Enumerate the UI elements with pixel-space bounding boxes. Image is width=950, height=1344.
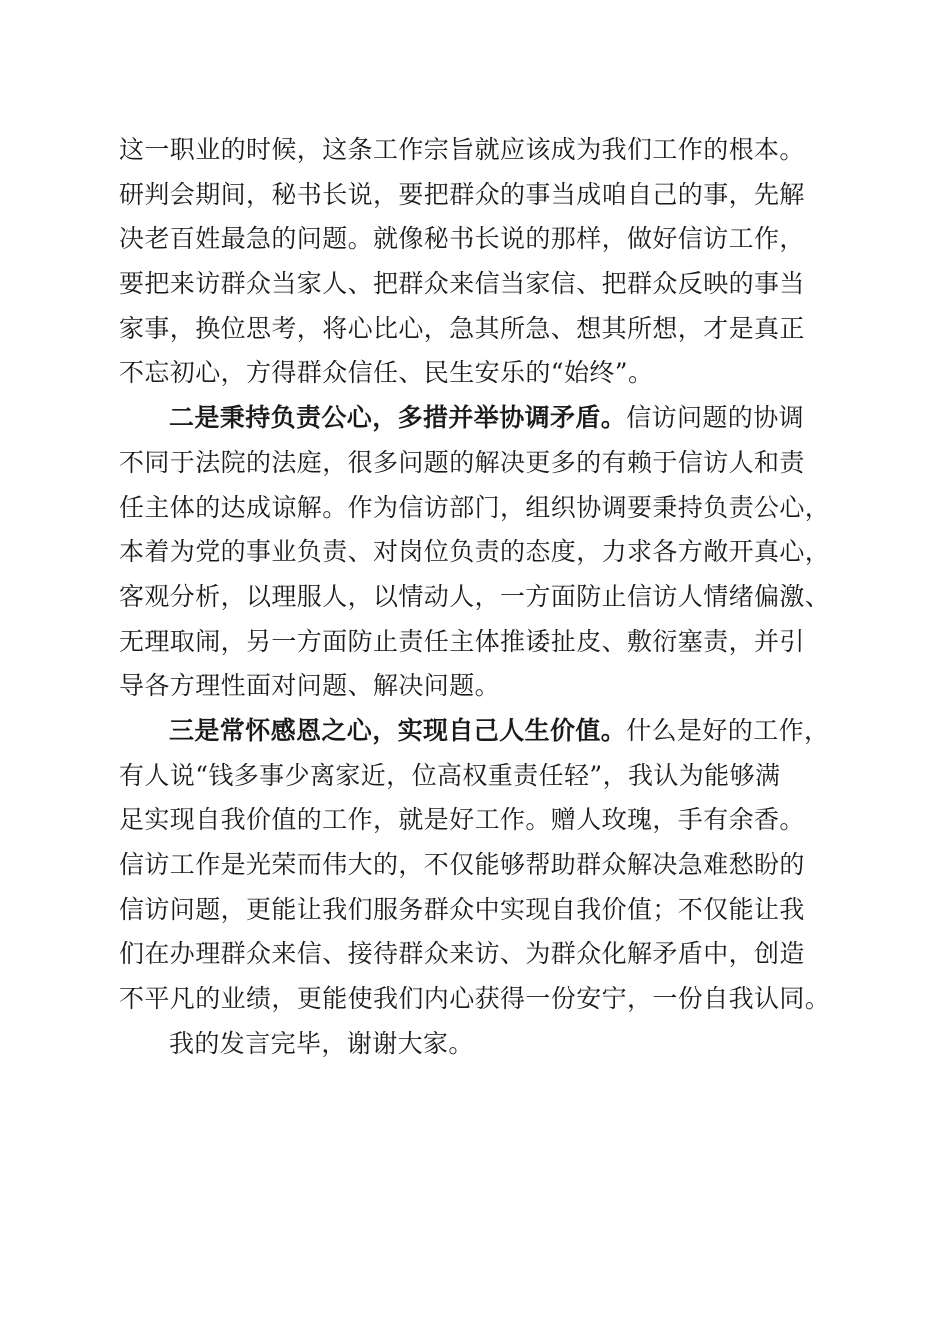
text-line: 不平凡的业绩，更能使我们内心获得一份安宁，一份自我认同。	[119, 984, 831, 1014]
text-line	[119, 396, 839, 441]
text-line: 研判会期间，秘书长说，要把群众的事当成咱自己的事，先解	[119, 179, 805, 209]
text-line: 们在办理群众来信、接待群众来访、为群众化解矛盾中，创造	[119, 939, 805, 969]
paragraph-2	[119, 396, 839, 709]
text-line: 不同于法院的法庭，很多问题的解决更多的有赖于信访人和责	[119, 447, 805, 477]
paragraph-3	[119, 709, 839, 1022]
text-line: 信访问题，更能让我们服务群众中实现自我价值；不仅能让我	[119, 894, 805, 924]
text-line: 这一职业的时候，这条工作宗旨就应该成为我们工作的根本。	[119, 135, 805, 164]
text-run: 信访问题的协调	[626, 403, 805, 433]
text-line: 有人说“钱多事少离家近，位高权重责任轻”，我认为能够满	[119, 760, 781, 790]
text-line: 客观分析，以理服人，以情动人，一方面防止信访人情绪偏激、	[119, 581, 831, 611]
text-line: 不忘初心，方得群众信任、民生安乐的“始终”。	[119, 358, 654, 388]
text-line	[119, 709, 839, 754]
text-line: 家事，换位思考，将心比心，急其所急、想其所想，才是真正	[119, 313, 805, 343]
paragraph-heading: 二是秉持负责公心，多措并举协调矛盾。	[169, 403, 627, 433]
closing-line: 我的发言完毕，谢谢大家。	[169, 1028, 474, 1058]
paragraph-heading: 三是常怀感恩之心，实现自己人生价值。	[169, 715, 627, 745]
paragraph-1	[119, 128, 839, 396]
text-line: 决老百姓最急的问题。就像秘书长说的那样，做好信访工作，	[119, 224, 805, 254]
text-line: 导各方理性面对问题、解决问题。	[119, 671, 501, 701]
text-line: 足实现自我价值的工作，就是好工作。赠人玫瑰，手有余香。	[119, 805, 805, 835]
text-line: 要把来访群众当家人、把群众来信当家信、把群众反映的事当	[119, 269, 805, 299]
text-line: 信访工作是光荣而伟大的，不仅能够帮助群众解决急难愁盼的	[119, 850, 805, 879]
text-line: 任主体的达成谅解。作为信访部门，组织协调要秉持负责公心，	[119, 492, 831, 522]
text-line: 无理取闹，另一方面防止责任主体推诿扯皮、敷衍塞责，并引	[119, 626, 805, 656]
paragraph-4	[119, 1022, 839, 1067]
text-run: 什么是好的工作，	[626, 715, 830, 745]
document-body	[119, 128, 839, 1066]
text-line: 本着为党的事业负责、对岗位负责的态度，力求各方敞开真心，	[119, 537, 831, 567]
